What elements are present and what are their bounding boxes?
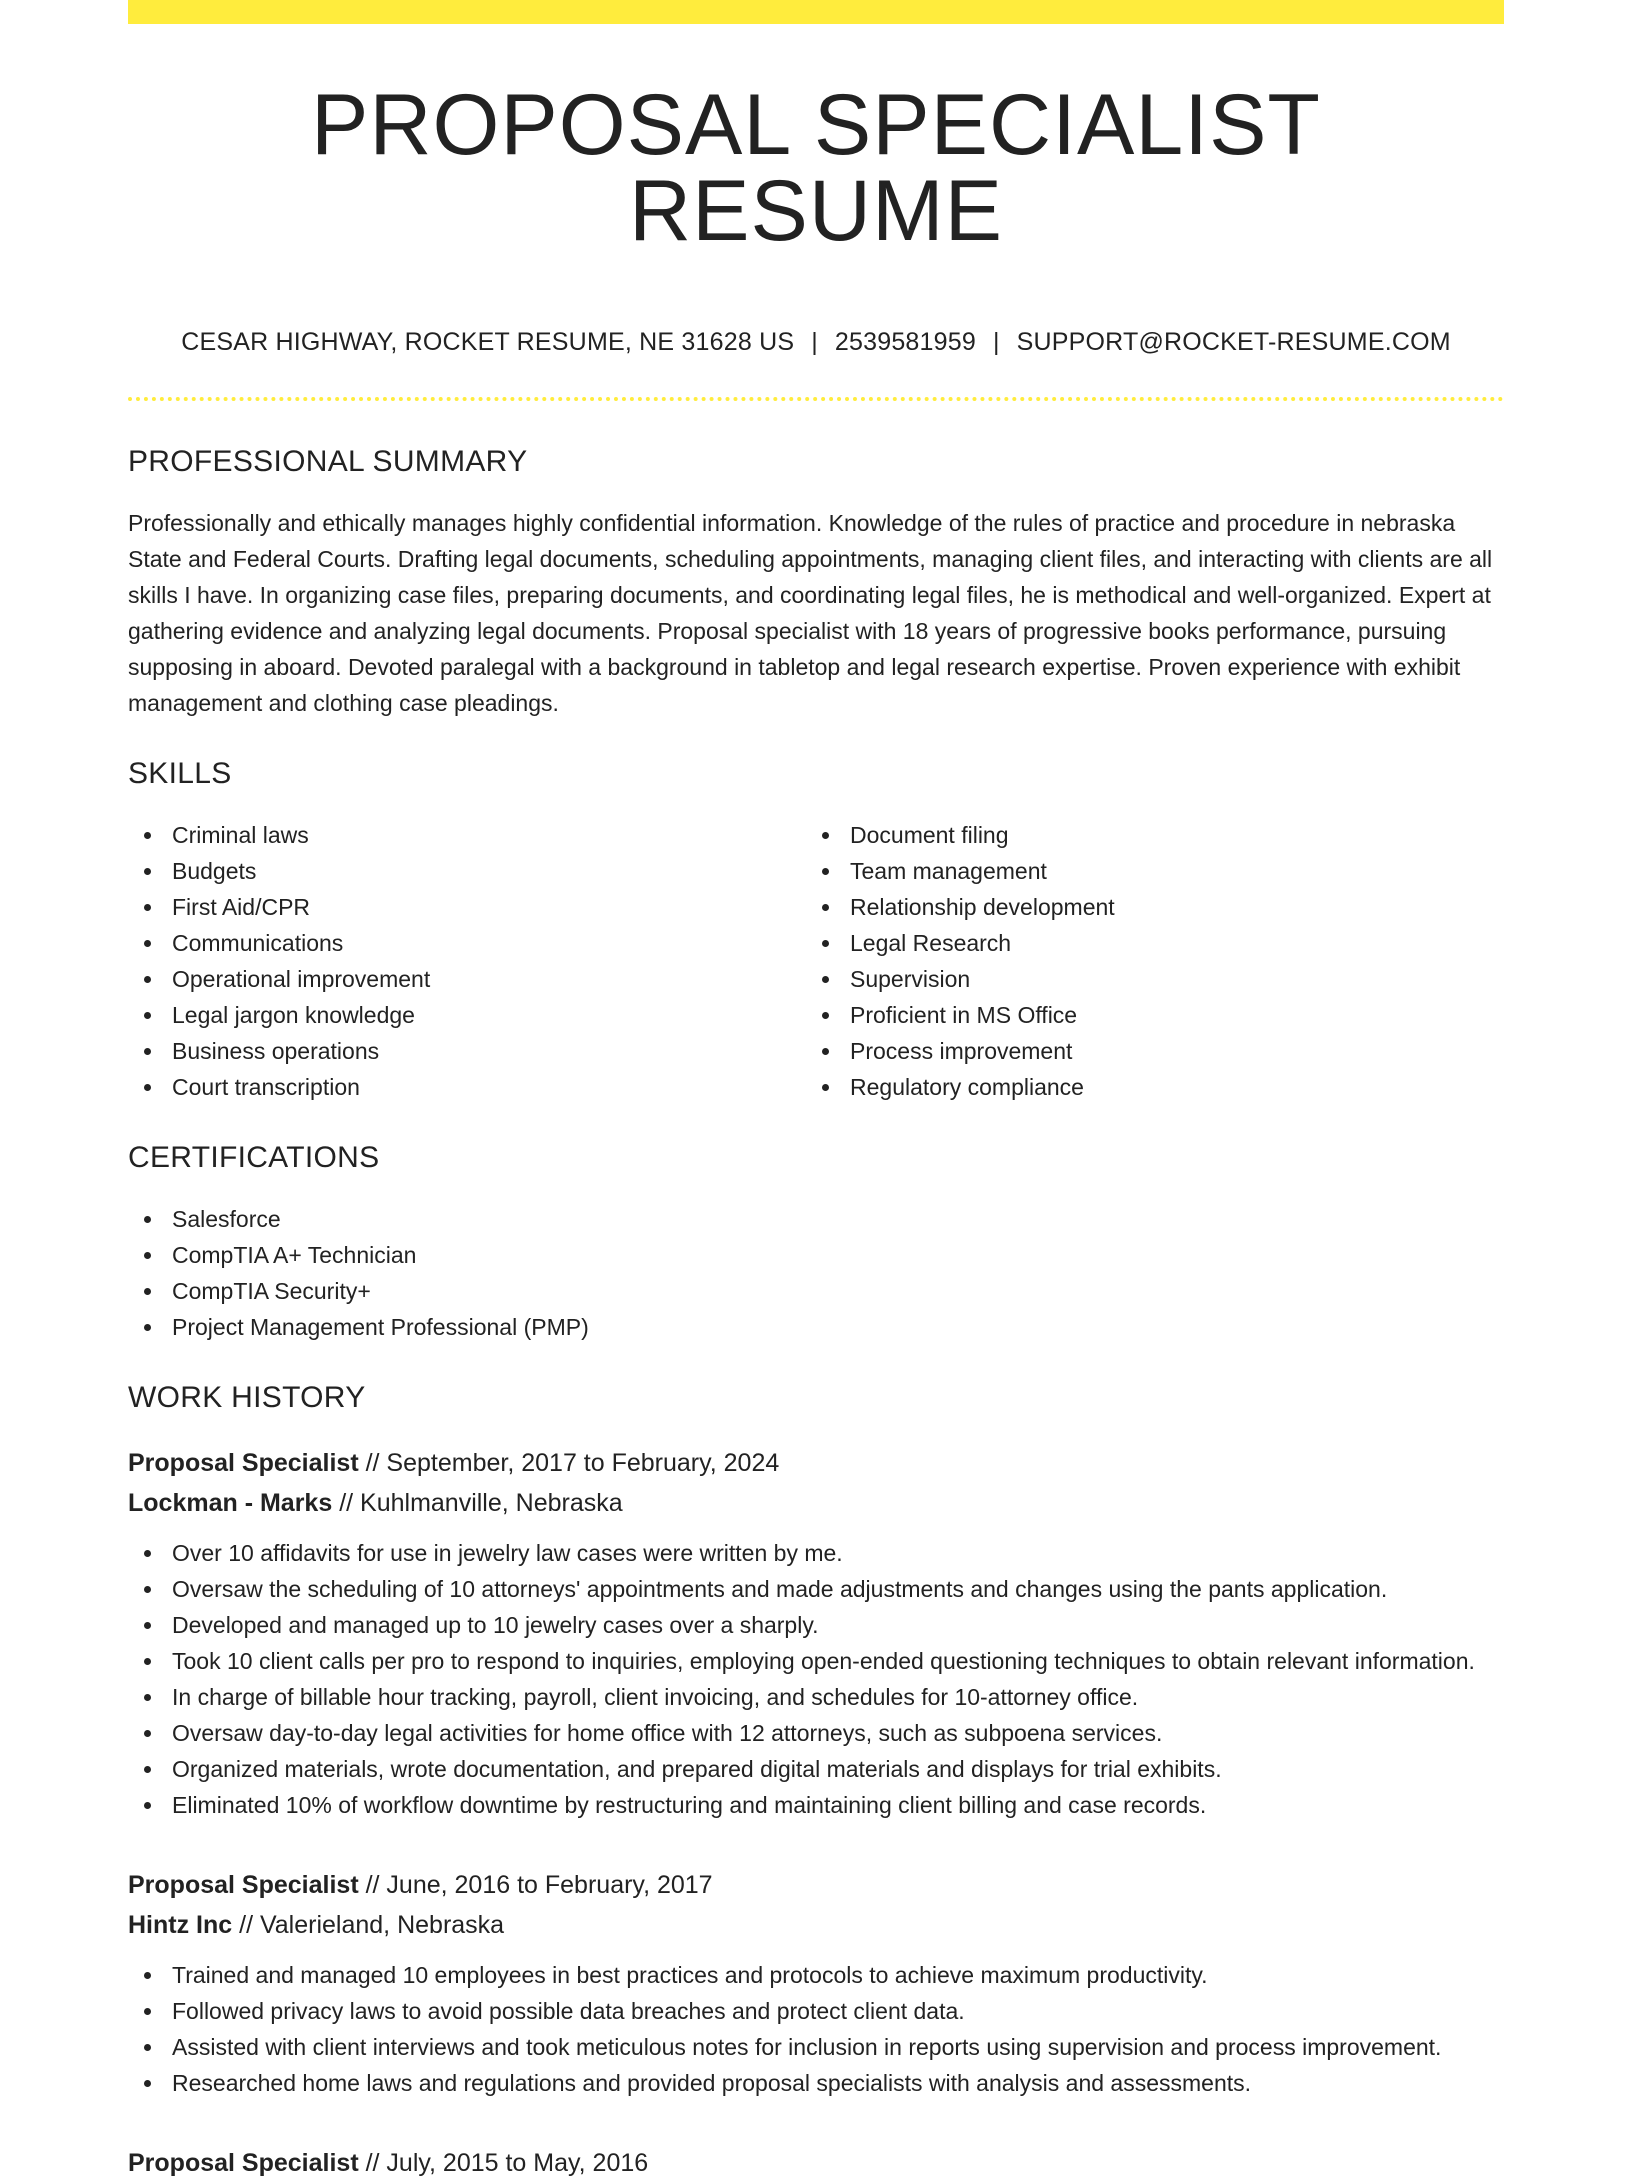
contact-separator: | [811, 328, 818, 356]
skill-item: Business operations [128, 1033, 806, 1069]
skills-right-column [806, 817, 1484, 1105]
skill-item: First Aid/CPR [128, 889, 806, 925]
job-bullet: Trained and managed 10 employees in best practices and protocols to achieve maximum productivity. [128, 1957, 1504, 1993]
job-role-line [128, 1865, 1504, 1905]
job-company: Lockman - Marks [128, 1489, 333, 1517]
dotted-divider [128, 397, 1504, 401]
contact-email[interactable]: SUPPORT@ROCKET-RESUME.COM [1016, 328, 1451, 356]
skill-item: Relationship development [806, 889, 1484, 925]
job-dates: // September, 2017 to February, 2024 [358, 1449, 780, 1477]
skill-item: Process improvement [806, 1033, 1484, 1069]
job-role: Proposal Specialist [128, 1871, 359, 1899]
job-dates: // July, 2015 to May, 2016 [358, 2149, 649, 2177]
contact-separator: | [992, 328, 1000, 356]
job-bullets [128, 1957, 1504, 2101]
summary-text: Professionally and ethically manages highly confidential information. Knowledge of the rules of practice and procedure in nebraska State and Federal Courts. Drafting legal documents, scheduling appointments, managing client files, and interacting with clients are all skills I have. In organizing case files, preparing documents, and coordinating legal files, he is methodical and well-organized. Expert at gathering evidence and analyzing legal documents. Proposal specialist with 18 years of progressive books performance, pursuing supposing in aboard. Devoted paralegal with a background in tabletop and legal research expertise. Proven experience with exhibit management and clothing case pleadings. [128, 510, 1493, 716]
job-bullet: Developed and managed up to 10 jewelry cases over a sharply. [128, 1607, 1504, 1643]
job-location: // Valerieland, Nebraska [232, 1911, 505, 1939]
certification-item: CompTIA Security+ [128, 1273, 1504, 1309]
skills-grid [128, 817, 1504, 1105]
job-entry [128, 1865, 1504, 2101]
skill-item: Legal jargon knowledge [128, 997, 806, 1033]
job-role-line [128, 2143, 1504, 2183]
resume-title: PROPOSAL SPECIALIST RESUME [311, 77, 1321, 259]
job-bullet: Researched home laws and regulations and provided proposal specialists with analysis and assessments. [128, 2065, 1504, 2101]
job-bullet: Oversaw the scheduling of 10 attorneys' appointments and made adjustments and changes using the pants application. [128, 1571, 1504, 1607]
skill-item: Proficient in MS Office [806, 997, 1484, 1033]
job-bullet: In charge of billable hour tracking, payroll, client invoicing, and schedules for 10-attorney office. [128, 1679, 1504, 1715]
job-bullet: Took 10 client calls per pro to respond to inquiries, employing open-ended questioning techniques to obtain relevant information. [128, 1643, 1504, 1679]
job-role: Proposal Specialist [128, 1449, 359, 1477]
job-bullet: Assisted with client interviews and took meticulous notes for inclusion in reports using supervision and process improvement. [128, 2029, 1504, 2065]
certifications-heading: CERTIFICATIONS [128, 1141, 380, 1174]
job-bullet: Eliminated 10% of workflow downtime by restructuring and maintaining client billing and case records. [128, 1787, 1504, 1823]
skill-item: Supervision [806, 961, 1484, 997]
skill-item: Regulatory compliance [806, 1069, 1484, 1105]
job-dates: // June, 2016 to February, 2017 [358, 1871, 713, 1899]
skills-heading: SKILLS [128, 757, 232, 790]
job-bullet: Organized materials, wrote documentation, and prepared digital materials and displays for trial exhibits. [128, 1751, 1504, 1787]
skill-item: Document filing [806, 817, 1484, 853]
job-company-line [128, 1905, 1504, 1945]
contact-address: CESAR HIGHWAY, ROCKET RESUME, NE 31628 US [181, 328, 795, 356]
job-entry [128, 2143, 1504, 2183]
work-history-heading: WORK HISTORY [128, 1381, 366, 1414]
certifications-list [128, 1201, 1504, 1345]
job-entry [128, 1443, 1504, 1823]
skill-item: Court transcription [128, 1069, 806, 1105]
accent-top-bar [128, 0, 1504, 24]
job-location: // Kuhlmanville, Nebraska [332, 1489, 623, 1517]
job-company: Hintz Inc [128, 1911, 233, 1939]
contact-phone[interactable]: 2539581959 [834, 328, 976, 356]
certification-item: CompTIA A+ Technician [128, 1237, 1504, 1273]
skills-left-column [128, 817, 806, 1105]
skill-item: Budgets [128, 853, 806, 889]
job-role: Proposal Specialist [128, 2149, 359, 2177]
job-bullet: Followed privacy laws to avoid possible data breaches and protect client data. [128, 1993, 1504, 2029]
job-bullet: Oversaw day-to-day legal activities for home office with 12 attorneys, such as subpoena services. [128, 1715, 1504, 1751]
skill-item: Communications [128, 925, 806, 961]
skill-item: Legal Research [806, 925, 1484, 961]
skill-item: Operational improvement [128, 961, 806, 997]
job-bullet: Over 10 affidavits for use in jewelry law cases were written by me. [128, 1535, 1504, 1571]
certification-item: Project Management Professional (PMP) [128, 1309, 1504, 1345]
job-company-line [128, 1483, 1504, 1523]
skill-item: Team management [806, 853, 1484, 889]
skill-item: Criminal laws [128, 817, 806, 853]
job-bullets [128, 1535, 1504, 1823]
job-role-line [128, 1443, 1504, 1483]
contact-line [128, 330, 1504, 355]
resume-page [128, 0, 1504, 2183]
summary-heading: PROFESSIONAL SUMMARY [128, 445, 528, 478]
certification-item: Salesforce [128, 1201, 1504, 1237]
